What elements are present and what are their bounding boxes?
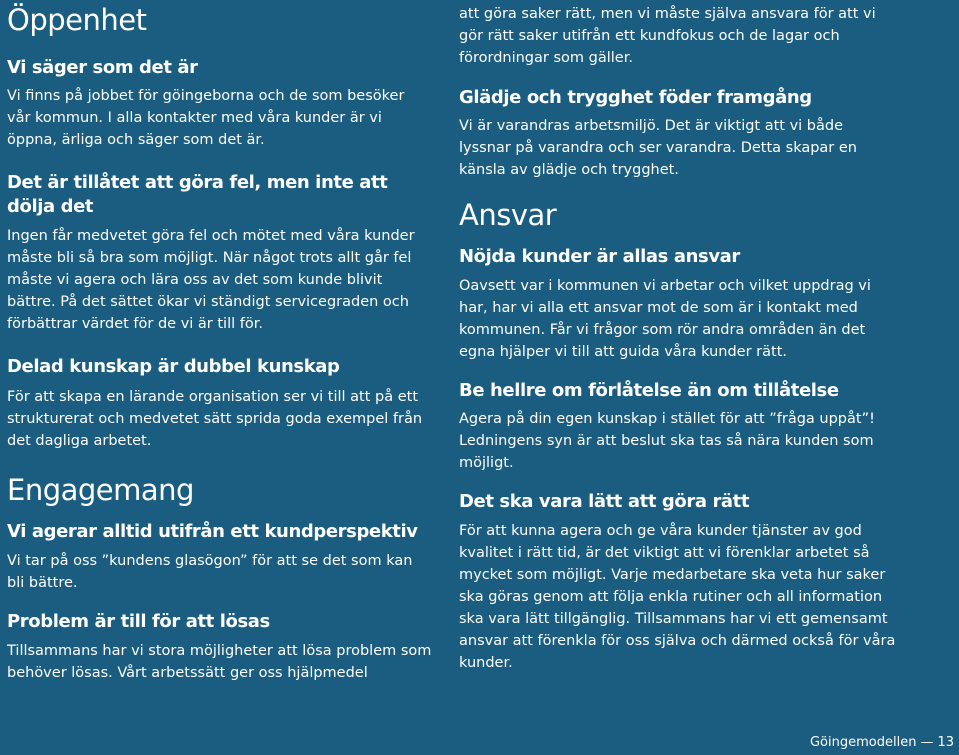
- section-body-kundperspektiv: Vi tar på oss ”kundens glasögon” för att se det som kan bli bättre.: [7, 553, 413, 591]
- section-body-latt-att-gora-ratt: För att kunna agera och ge våra kunder tjänster av god kvalitet i rätt tid, är det viktigt att vi förenklar arbetet så mycket som möjligt. Varje medarbetare ska veta hur saker ska göras genom att följa enkla rutiner och all information ska vara lätt tillgänglig. Tillsammans har vi ett gemensamt ansvar att förenkla för oss själva och därmed också för våra kunder.: [459, 523, 896, 671]
- heading-ansvar: Ansvar: [459, 198, 557, 232]
- page-number: 13: [937, 735, 954, 750]
- continued-body: att göra saker rätt, men vi måste själva ansvara för att vi gör rätt saker utifrån ett kundfokus och de lagar och förordningar som gäller.: [459, 6, 876, 66]
- section-body-tillatet: Ingen får medvetet göra fel och mötet med våra kunder måste bli så bra som möjligt. När något trots allt går fel måste vi agera och lära oss av det som kunde blivit bättre. På det sättet ökar vi ständigt servicegraden och förbättrar värdet för de vi är till för.: [7, 228, 415, 332]
- heading-engagemang: Engagemang: [7, 473, 194, 507]
- section-body-forlatelse: Agera på din egen kunskap i stället för att ”fråga uppåt”! Ledningens syn är att beslut ska tas så nära kunden som möjligt.: [459, 411, 875, 471]
- section-title-forlatelse: Be hellre om förlåtelse än om tillåtelse: [459, 380, 839, 401]
- heading-oppenhet: Öppenhet: [7, 3, 147, 37]
- footer-dash: —: [920, 735, 934, 750]
- right-column: [459, 0, 899, 674]
- section-title-tillatet: Det är tillåtet att göra fel, men inte att dölja det: [7, 172, 388, 217]
- section-title-delad-kunskap: Delad kunskap är dubbel kunskap: [7, 356, 340, 377]
- section-title-nojda-kunder: Nöjda kunder är allas ansvar: [459, 246, 740, 267]
- page-footer: [810, 734, 954, 752]
- section-title-latt-att-gora-ratt: Det ska vara lätt att göra rätt: [459, 491, 750, 512]
- section-title-vi-sager: Vi säger som det är: [7, 57, 198, 78]
- section-body-gladje: Vi är varandras arbetsmiljö. Det är viktigt att vi både lyssnar på varandra och ser varandra. Detta skapar en känsla av glädje och trygghet.: [459, 118, 857, 178]
- footer-label: Göingemodellen: [809, 735, 917, 750]
- left-column: [7, 0, 432, 684]
- section-body-nojda-kunder: Oavsett var i kommunen vi arbetar och vilket uppdrag vi har, har vi alla ett ansvar mot de som är i kontakt med kommunen. Får vi frågor som rör andra områden än det egna hjälper vi till att guida våra kunder rätt.: [459, 278, 871, 360]
- section-body-vi-sager: Vi finns på jobbet för göingeborna och de som besöker vår kommun. I alla kontakter med våra kunder är vi öppna, ärliga och säger som det är.: [7, 88, 405, 148]
- section-title-kundperspektiv: Vi agerar alltid utifrån ett kundperspektiv: [7, 521, 418, 542]
- section-title-gladje: Glädje och trygghet föder framgång: [459, 87, 812, 108]
- section-body-delad-kunskap: För att skapa en lärande organisation ser vi till att på ett strukturerat och medvetet sätt sprida goda exempel från det dagliga arbetet.: [7, 389, 423, 449]
- section-title-problem: Problem är till för att lösas: [7, 611, 270, 632]
- section-body-problem: Tillsammans har vi stora möjligheter att lösa problem som behöver lösas. Vårt arbetssätt ger oss hjälpmedel: [7, 643, 432, 681]
